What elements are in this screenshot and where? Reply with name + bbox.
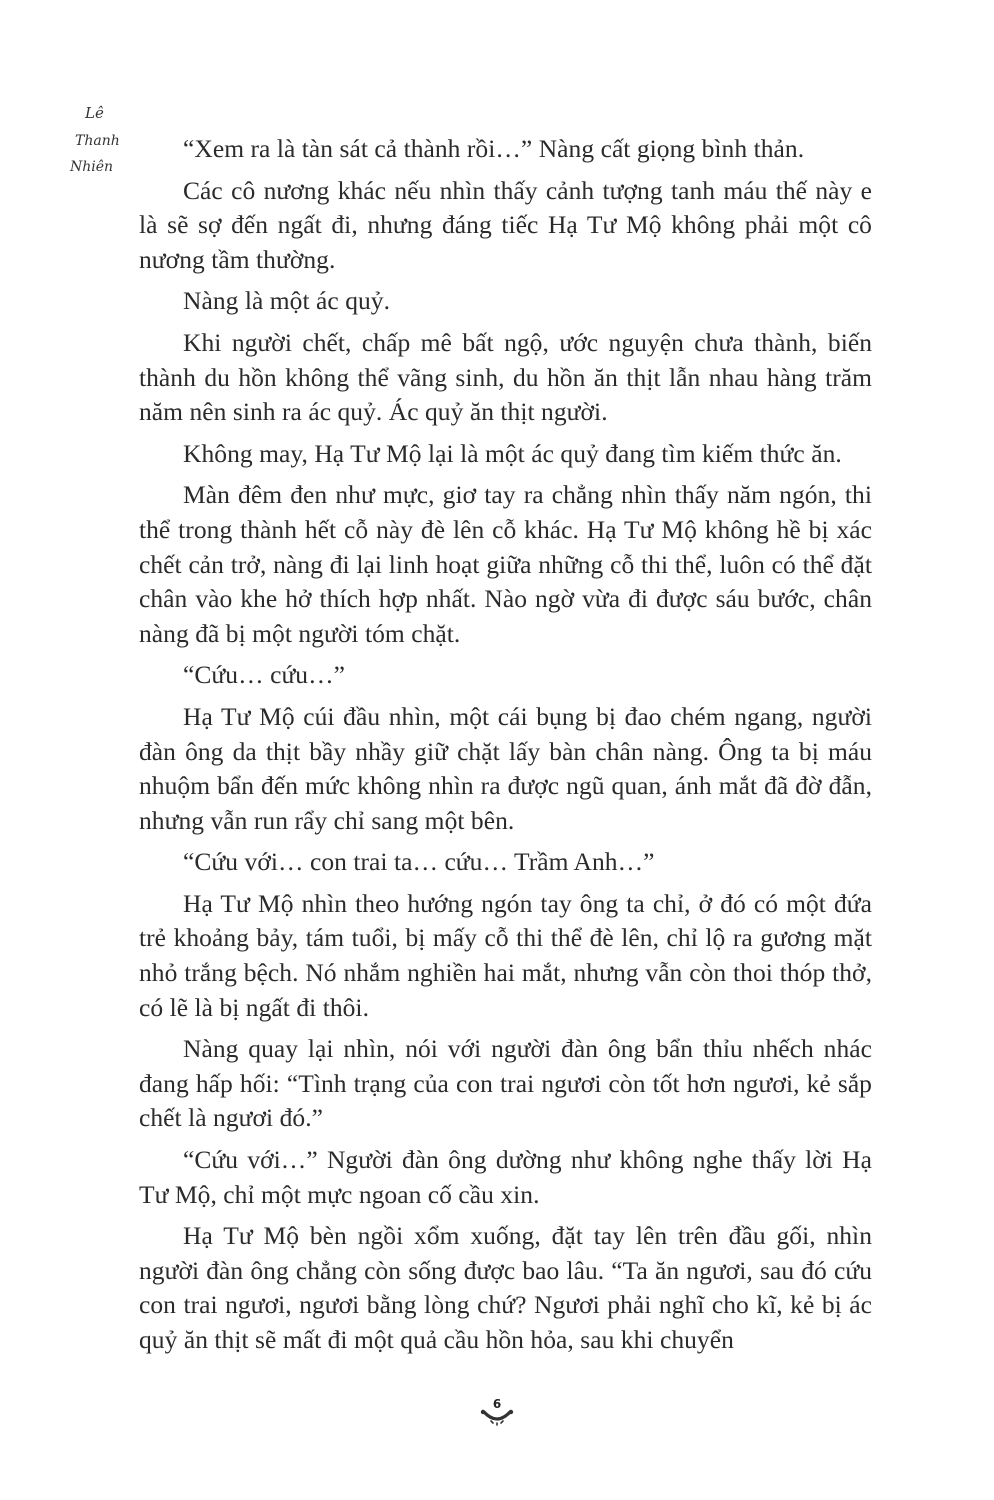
- author-signature: [64, 98, 124, 188]
- page-number: 6: [492, 1397, 502, 1411]
- author-line-3: Nhiên: [70, 159, 114, 175]
- paragraph: Màn đêm đen như mực, giơ tay ra chẳng nhìn thấy năm ngón, thi thể trong thành hết cỗ này đè lên cỗ khác. Hạ Tư Mộ không hề bị xác chết cản trở, nàng đi lại linh hoạt giữa những cỗ thi thể, luôn có thể đặt chân vào khe hở thích hợp nhất. Nào ngờ vừa đi được sáu bước, chân nàng đã bị một người tóm chặt.: [139, 480, 872, 648]
- paragraph: “Xem ra là tàn sát cả thành rồi…” Nàng cất giọng bình thản.: [183, 134, 805, 163]
- paragraph: Nàng là một ác quỷ.: [183, 286, 391, 316]
- paragraph: Hạ Tư Mộ cúi đầu nhìn, một cái bụng bị đao chém ngang, người đàn ông da thịt bầy nhầy giữ chặt lấy bàn chân nàng. Ông ta bị máu nhuộm bẩn đến mức không nhìn ra được ngũ quan, ánh mắt đã đờ đẫn, nhưng vẫn run rẩy chỉ sang một bên.: [139, 701, 872, 835]
- paragraph: Không may, Hạ Tư Mộ lại là một ác quỷ đang tìm kiếm thức ăn.: [183, 438, 842, 468]
- chapter-body: [139, 132, 872, 1365]
- paragraph: Hạ Tư Mộ nhìn theo hướng ngón tay ông ta chỉ, ở đó có một đứa trẻ khoảng bảy, tám tuổi, bị mấy cỗ thi thể đè lên, chỉ lộ ra gương mặt nhỏ trắng bệch. Nó nhắm nghiền hai mắt, nhưng vẫn còn thoi thóp thở, có lẽ là bị ngất đi thôi.: [139, 888, 872, 1022]
- paragraph: Khi người chết, chấp mê bất ngộ, ước nguyện chưa thành, biến thành du hồn không thể vãng sinh, du hồn ăn thịt lẫn nhau hàng trăm năm nên sinh ra ác quỷ. Ác quỷ ăn thịt người.: [139, 327, 872, 427]
- paragraph: “Cứu với…” Người đàn ông dường như không nghe thấy lời Hạ Tư Mộ, chỉ một mực ngoan cố cầu xin.: [139, 1145, 872, 1209]
- paragraph: Các cô nương khác nếu nhìn thấy cảnh tượng tanh máu thế này e là sẽ sợ đến ngất đi, nhưng đáng tiếc Hạ Tư Mộ không phải một cô nương tầm thường.: [139, 175, 872, 274]
- paragraph: “Cứu… cứu…”: [183, 660, 346, 690]
- page-number-block: [477, 1396, 517, 1436]
- paragraph: Hạ Tư Mộ bèn ngồi xổm xuống, đặt tay lên trên đầu gối, nhìn người đàn ông chẳng còn sống được bao lâu. “Ta ăn ngươi, sau đó cứu con trai ngươi, ngươi bằng lòng chứ? Ngươi phải nghĩ cho kĩ, kẻ bị ác quỷ ăn thịt sẽ mất đi một quả cầu hồn hỏa, sau khi chuyển: [139, 1221, 872, 1354]
- smile-ornament-icon: [477, 1408, 517, 1430]
- paragraph: “Cứu với… con trai ta… cứu… Trầm Anh…”: [183, 847, 655, 877]
- paragraph: Nàng quay lại nhìn, nói với người đàn ông bẩn thỉu nhếch nhác đang hấp hối: “Tình trạng của con trai ngươi còn tốt hơn ngươi, kẻ sắp chết là ngươi đó.”: [139, 1034, 872, 1133]
- author-line-1: Lê: [85, 104, 104, 122]
- author-line-2: Thanh: [75, 133, 120, 149]
